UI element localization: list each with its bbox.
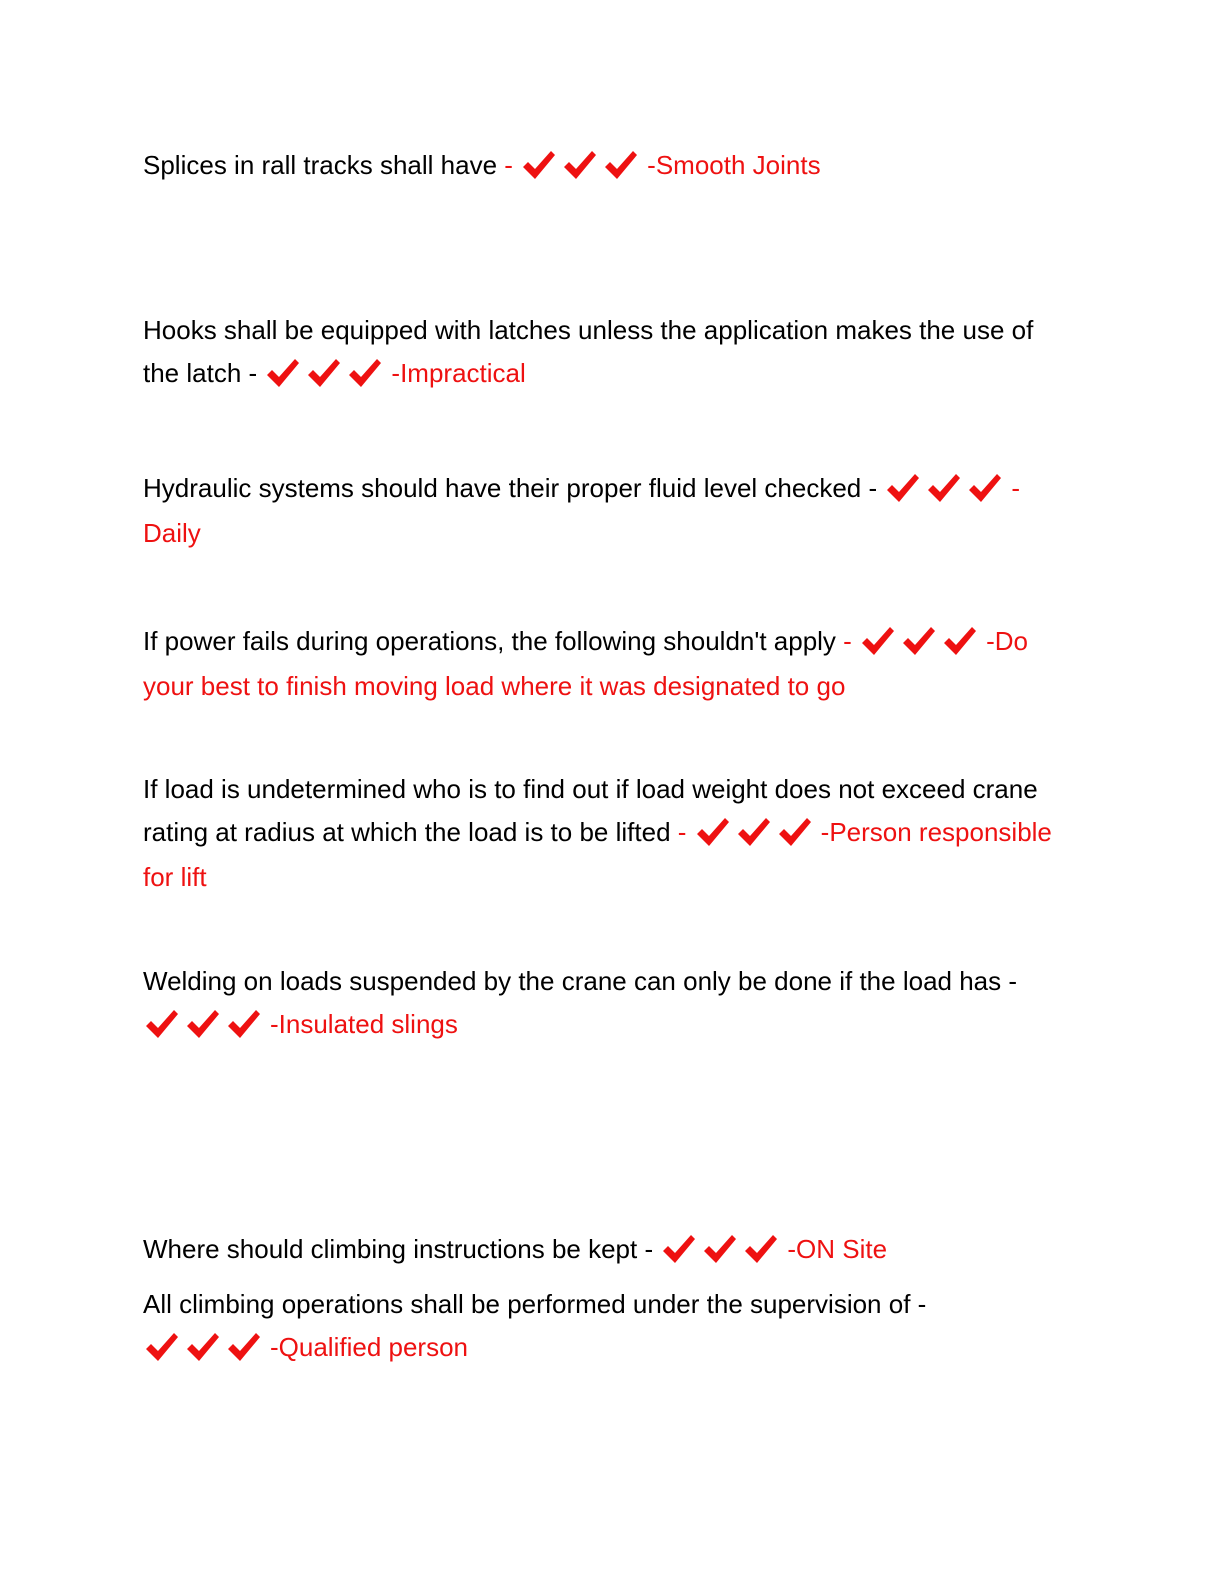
checkmark-icon: [266, 358, 300, 390]
question-text: If power fails during operations, the following shouldn't apply: [143, 626, 836, 656]
check-group: [861, 622, 984, 665]
answer-text: -ON Site: [787, 1234, 888, 1264]
qa-item: [143, 309, 1058, 397]
answer-text: -Person responsible for lift: [143, 817, 1052, 892]
checkmark-icon: [307, 358, 341, 390]
checkmark-icon: [778, 817, 812, 849]
check-group: [662, 1230, 785, 1273]
checkmark-icon: [696, 817, 730, 849]
checkmark-icon: [886, 473, 920, 505]
qa-item: [143, 960, 1058, 1048]
qa-item: [143, 620, 1058, 708]
checkmark-icon: [902, 626, 936, 658]
qa-item: [143, 144, 1058, 189]
checkmark-icon: [227, 1009, 261, 1041]
answer-text: -Insulated slings: [270, 1009, 458, 1039]
answer-text: -Daily: [143, 473, 1021, 548]
question-text: If load is undetermined who is to find out if load weight does not exceed crane rating at radius at which the load is to be lifted: [143, 774, 1038, 847]
question-text: All climbing operations shall be performed under the supervision of: [143, 1289, 911, 1319]
answer-text: -Do your best to finish moving load where it was designated to go: [143, 626, 1028, 701]
check-group: [522, 146, 645, 189]
answer-dash: -: [677, 817, 694, 847]
checkmark-icon: [348, 358, 382, 390]
check-group: [696, 813, 819, 856]
checkmark-icon: [861, 626, 895, 658]
checkmark-icon: [604, 150, 638, 182]
question-dash: -: [1008, 966, 1018, 996]
checkmark-icon: [522, 150, 556, 182]
answer-text: -Qualified person: [270, 1332, 468, 1362]
checkmark-icon: [968, 473, 1002, 505]
question-dash: -: [868, 473, 885, 503]
question-text: Where should climbing instructions be kept: [143, 1234, 638, 1264]
answer-dash: -: [843, 626, 860, 656]
checkmark-icon: [186, 1332, 220, 1364]
checkmark-icon: [943, 626, 977, 658]
checkmark-icon: [927, 473, 961, 505]
question-text: Hydraulic systems should have their proper fluid level checked: [143, 473, 862, 503]
question-dash: -: [644, 1234, 661, 1264]
qa-item: [143, 467, 1058, 555]
question-dash: -: [917, 1289, 927, 1319]
qa-item: [143, 1228, 1058, 1273]
checkmark-icon: [737, 817, 771, 849]
qa-item: [143, 768, 1058, 899]
question-text: Hooks shall be equipped with latches unless the application makes the use of the latch: [143, 315, 1034, 388]
answer-text: -Smooth Joints: [647, 150, 821, 180]
check-group: [145, 1005, 268, 1048]
question-dash: -: [248, 358, 265, 388]
answer-text: -Impractical: [391, 358, 526, 388]
qa-item: [143, 1283, 1058, 1371]
checkmark-icon: [145, 1009, 179, 1041]
answer-dash: -: [504, 150, 521, 180]
checkmark-icon: [145, 1332, 179, 1364]
checkmark-icon: [186, 1009, 220, 1041]
checkmark-icon: [227, 1332, 261, 1364]
question-text: Welding on loads suspended by the crane can only be done if the load has: [143, 966, 1002, 996]
checkmark-icon: [703, 1234, 737, 1266]
check-group: [886, 469, 1009, 512]
check-group: [266, 354, 389, 397]
checkmark-icon: [662, 1234, 696, 1266]
checkmark-icon: [563, 150, 597, 182]
question-text: Splices in rall tracks shall have: [143, 150, 498, 180]
check-group: [145, 1328, 268, 1371]
checkmark-icon: [744, 1234, 778, 1266]
